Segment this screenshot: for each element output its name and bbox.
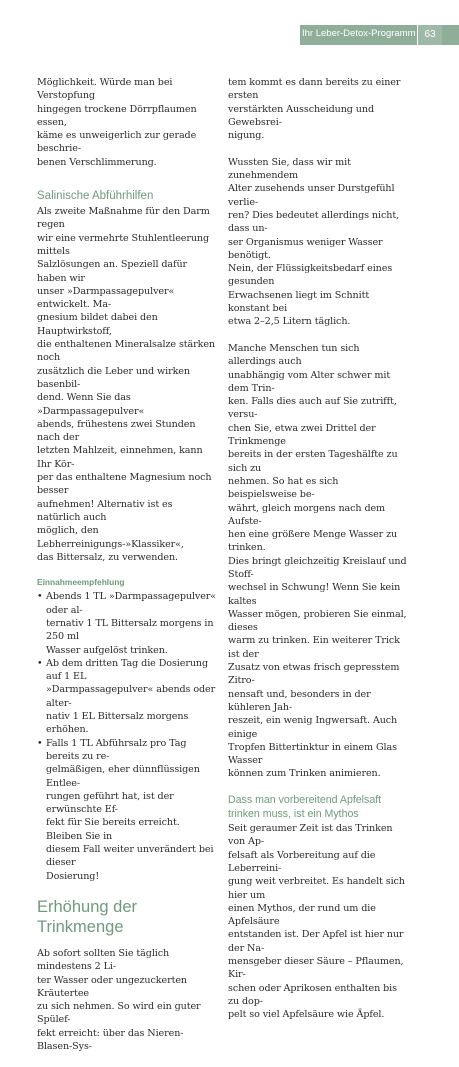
section-heading-drinking: Erhöhung der Trinkmenge (37, 897, 137, 936)
list-item (37, 657, 218, 737)
dosage-label: Einnahmeempfehlung (37, 577, 125, 588)
apple-juice-paragraph: Seit geraumer Zeit ist das Trinken von Ap- felsaft als Vorbereitung auf die Leberreini- gung weit verbreitet. Es handelt sich hier um einen Mythos, der rund um die Apfelsäure entstanden ist. Der Apfel ist hier nur der Na- mensgeber dieser Säure – Pflaumen, Kir- schen oder Aprikosen enthalten bis zu dop- pelt so viel Apfelsäure wie Äpfel. (228, 823, 405, 1021)
list-item (37, 590, 218, 656)
left-column (37, 76, 218, 1067)
page-number: 63 (417, 25, 442, 45)
list-item-text: • Ab dem dritten Tag die Dosierung auf 1 EL »Darmpassagepulver« abends oder alter- nativ 1 EL Bittersalz morgens erhöhen. (46, 657, 216, 736)
dosage-list (37, 590, 218, 883)
thirst-paragraph: Wussten Sie, dass wir mit zunehmendem Alter zusehends unser Durstgefühl verlie- ren? Dies bedeutet allerdings nicht, dass un- ser Organismus weniger Wasser benötigt. Nein, der Flüssigkeitsbedarf eines gesunden Erwachsenen liegt im Schnitt konstant bei etwa 2–2,5 Litern täglich. (228, 156, 400, 328)
continuation-paragraph: tem kommt es dann bereits zu einer ersten verstärkten Ausscheidung und Gewebsrei- nigung. (228, 77, 401, 142)
list-item (37, 737, 218, 883)
intro-paragraph: Möglichkeit. Würde man bei Verstopfung hingegen trockene Dörrpflaumen essen, käme es unweigerlich zur gerade beschrie- benen Verschlimmerung. (37, 77, 197, 168)
laxatives-paragraph: Als zweite Maßnahme für den Darm regen wir eine vermehrte Stuhlentleerung mittels Salzlösungen an. Speziell dafür haben wir unser »Darmpassagepulver« entwickelt. Ma- gnesium bildet dabei den Hauptwirkstoff, die enthaltenen Mineralsalze stärken noch zusätzlich die Leber und wirken basenbil- dend. Wenn Sie das »Darmpassagepulver« abends, frühestens zwei Stunden nach der letzten Mahlzeit, einnehmen, kann Ihr Kör- per das enthaltene Magnesium noch besser aufnehmen! Alternativ ist es natürlich auch möglich, den Lebherreinigungs-»Klassiker«, das Bittersalz, zu verwenden. (37, 206, 216, 563)
drinking-paragraph: Ab sofort sollten Sie täglich mindestens 2 Li- ter Wasser oder ungezuckerten Kräutertee zu sich nehmen. So wird ein guter Spülef- fekt erreicht: über das Nieren-Blasen-Sys- (37, 947, 201, 1052)
list-item-text: • Abends 1 TL »Darmpassagepulver« oder al- ternativ 1 TL Bittersalz morgens in 250 ml Wasser aufgelöst trinken. (46, 591, 217, 656)
running-header-title: Ihr Leber-Detox-Programm (302, 28, 416, 39)
right-column (228, 76, 409, 1035)
section-heading-laxatives: Salinische Abführhilfen (37, 190, 154, 203)
list-item-text: • Falls 1 TL Abführsalz pro Tag bereits zu re- gelmäßigen, eher dünnflüssigen Entlee- rungen geführt hat, ist der erwünschte Ef- fekt für Sie bereits erreicht. Bleiben Sie in diesem Fall weiter unverändert bei dieser Dosierung! (46, 737, 214, 882)
section-heading-apple-juice: Dass man vorbereitend Apfelsaft trinken muss, ist ein Mythos (228, 794, 382, 820)
drinking-tips-paragraph: Manche Menschen tun sich allerdings auch unabhängig vom Alter schwer mit dem Trin- ken. Falls dies auch auf Sie zutrifft, versu- chen Sie, etwa zwei Drittel der Trinkmenge bereits in der ersten Tageshälfte zu sich zu nehmen. So hat es sich beispielsweise be- währt, gleich morgens nach dem Aufste- hen eine größere Menge Wasser zu trinken. Dies bringt gleichzeitig Kreislauf und Stoff- wechsel in Schwung! Wenn Sie kein kaltes Wasser mögen, probieren Sie einmal, dieses warm zu trinken. Ein weiterer Trick ist der Zusatz von etwas frisch gepresstem Zitro- nensaft und, besonders in der kühleren Jah- reszeit, ein wenig Ingwersaft. Auch einige Tropfen Bittertinktur in einem Glas Wasser können zum Trinken animieren. (228, 342, 407, 780)
